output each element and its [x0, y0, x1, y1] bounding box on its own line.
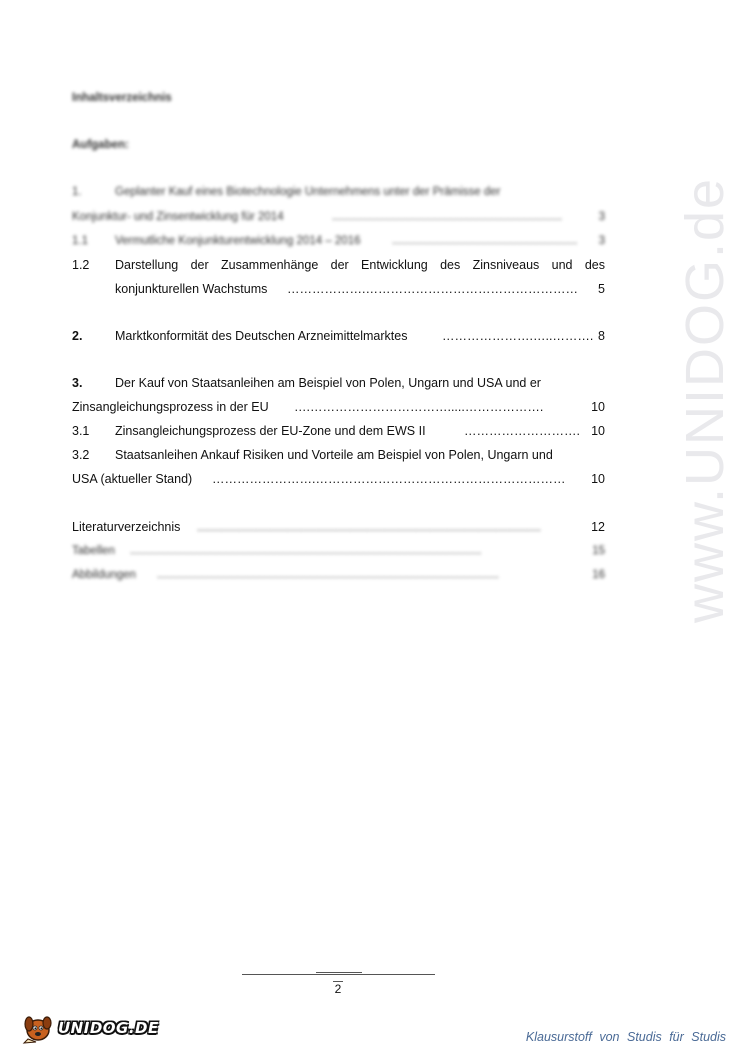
toc-page-number: 3 — [598, 211, 605, 223]
toc-title: Inhaltsverzeichnis — [72, 92, 172, 104]
toc-page-number: 3 — [598, 235, 605, 247]
page-number: 2 — [334, 982, 342, 996]
document-page: www.UNIDOG.de Inhaltsverzeichnis Aufgaben: 1. Geplanter Kauf eines Biotechnologie Unternehmens unter der Prämisse der Konjunktur- und Zinsentwicklung für 2014 ........................................................................ 3 1.1 Vermutliche Konjunkturentwicklung 2014 – 2016 .......................................................... 3 1.2 Darstellung der Zusammenhänge der Entwicklung des Zinsniveaus und des konjunkturellen Wachstums ……………….…………………………………………… 5 2. Marktkonformität des Deutschen Arzneimittelmarktes ………………….…..………. 8 3. Der Kauf von Staatsanleihen am Beispiel von Polen, Ungarn und USA und er Zinsangleichungsprozess in der EU ….…………………………….....………………. 10 3.1 Zinsangleichungsprozess der EU-Zone und dem EWS II ………………………. 10 3.2 Staatsanleihen Ankauf Risiken und Vorteile am Beispiel von Polen, Ungarn und USA (aktueller Stand) …………………….…………………………………………………… 10 Literaturverzeichnis ................................................................................................... 12 Tabellen .............................................................................................................. 15 Abbildungen ........................................................................................................... 16 2 UNIDOG.DE Klausurstoff von Studis für Studis — [0, 0, 750, 1059]
toc-page-number: 15 — [592, 545, 605, 557]
toc-entry-text: USA (aktueller Stand) — [72, 472, 193, 486]
toc-entry-text: Staatsanleihen Ankauf Risiken und Vorteile am Beispiel von Polen, Ungarn und — [115, 448, 553, 462]
toc-entry-text: Vermutliche Konjunkturentwicklung 2014 – 2016 — [115, 235, 361, 247]
toc-entry-text: Zinsangleichungsprozess in der EU — [72, 400, 269, 414]
toc-entry-number: 1. — [72, 186, 82, 198]
toc-appendix-tables: Tabellen .............................................................................................................. 15 — [72, 545, 605, 557]
logo-text: UNIDOG.DE — [58, 1019, 159, 1037]
dog-mascot-icon — [22, 1012, 56, 1044]
toc-page-number: 10 — [591, 424, 605, 438]
unidog-logo — [22, 1010, 159, 1046]
toc-entry-text: Darstellung der Zusammenhänge der Entwicklung des Zinsniveaus und des — [115, 258, 605, 272]
toc-entry-text: Abbildungen — [72, 569, 136, 581]
toc-entry-text: Geplanter Kauf eines Biotechnologie Unternehmens unter der Prämisse der — [115, 186, 501, 198]
toc-section-heading: Aufgaben: — [72, 139, 129, 151]
toc-entry-number: 3. — [72, 376, 83, 390]
footer-tagline: Klausurstoff von Studis für Studis — [525, 1030, 726, 1044]
toc-page-number: 10 — [591, 400, 605, 414]
toc-entry-text: Zinsangleichungsprozess der EU-Zone und dem EWS II — [115, 424, 426, 438]
toc-entry-number: 3.1 — [72, 424, 90, 438]
toc-entry-text: Konjunktur- und Zinsentwicklung für 2014 — [72, 211, 284, 223]
toc-page-number: 8 — [598, 329, 605, 343]
toc-page-number: 16 — [592, 569, 605, 581]
toc-entry-text: Tabellen — [72, 545, 115, 557]
toc-page-number: 5 — [598, 282, 605, 296]
toc-appendix-literature: Literaturverzeichnis ................................................................................................... 12 — [72, 520, 605, 534]
toc-entry-number: 1.2 — [72, 258, 90, 272]
footer-rule-accent — [316, 972, 362, 973]
toc-entry-text: Der Kauf von Staatsanleihen am Beispiel von Polen, Ungarn und USA und er — [115, 376, 541, 390]
toc-entry-number: 2. — [72, 329, 83, 343]
toc-page-number: 12 — [591, 520, 605, 534]
toc-entry-1-cont: Konjunktur- und Zinsentwicklung für 2014 ........................................................................ 3 — [72, 211, 605, 223]
toc-entry-text: konjunkturellen Wachstums — [115, 282, 268, 296]
toc-entry-text: Marktkonformität des Deutschen Arzneimittelmarktes — [115, 329, 408, 343]
toc-entry-number: 1.1 — [72, 235, 88, 247]
toc-entry-text: Literaturverzeichnis — [72, 520, 181, 534]
toc-page-number: 10 — [591, 472, 605, 486]
toc-entry-number: 3.2 — [72, 448, 90, 462]
footer-rule — [242, 974, 435, 975]
toc-appendix-figures: Abbildungen ........................................................................................................... 16 — [72, 569, 605, 581]
watermark: www.UNIDOG.de — [675, 176, 735, 624]
